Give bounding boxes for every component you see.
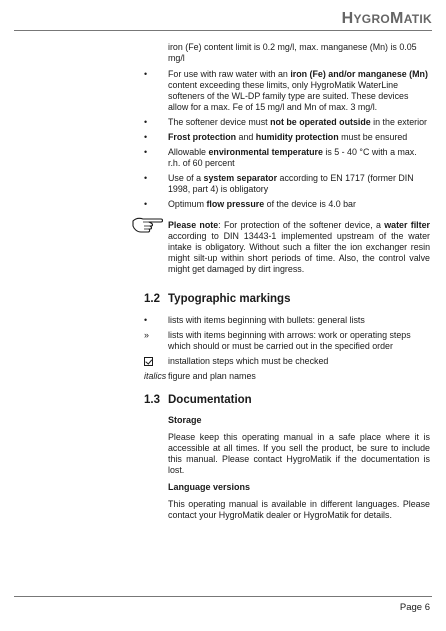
- emphasis-text: humidity protection: [255, 132, 339, 142]
- requirements-list: [168, 69, 430, 210]
- text-run: and: [236, 132, 256, 142]
- emphasis-text: flow pressure: [206, 199, 265, 209]
- text-run: in the exterior: [370, 117, 427, 127]
- text-run: For use with raw water with an: [168, 69, 291, 79]
- logo-part: YGRO: [353, 12, 391, 26]
- section-title: Typographic markings: [168, 293, 291, 305]
- intro-continuation: iron (Fe) content limit is 0.2 mg/l, max. manganese (Mn) is 0.05 mg/l: [168, 42, 417, 63]
- marking-symbol: italics: [144, 371, 167, 381]
- language-text: This operating manual is available in different languages. Please contact your HygroMatik dealer or HygroMatik for details.: [168, 499, 430, 520]
- pointing-hand-icon: [132, 216, 164, 234]
- storage-text: Please keep this operating manual in a safe place where it is accessible at all times. If you sell the product, be sure to include this manual. Please contact HygroMatik if the documentation is lost.: [168, 432, 430, 475]
- list-item: [168, 173, 430, 195]
- text-run: of the device is 4.0 bar: [264, 199, 356, 209]
- hygromatik-logo: [342, 10, 432, 28]
- list-item: [168, 199, 430, 210]
- section-title: Documentation: [168, 394, 252, 406]
- checked-box-icon: [144, 357, 153, 366]
- section-heading-typographic: [144, 292, 430, 306]
- list-item: [168, 69, 430, 113]
- section-number: 1.3: [144, 394, 160, 406]
- section-number: 1.2: [144, 293, 160, 305]
- checkbox-icon: [144, 356, 166, 368]
- language-heading: Language versions: [168, 482, 251, 492]
- text-run: : For protection of the softener device, a: [218, 220, 385, 230]
- emphasis-text: not be operated outside: [270, 117, 371, 127]
- emphasis-text: system separator: [203, 173, 278, 183]
- section-heading-documentation: [144, 393, 430, 407]
- marking-item: [144, 330, 430, 352]
- note-block: [168, 220, 430, 275]
- list-item: [168, 132, 430, 143]
- storage-heading: Storage: [168, 415, 202, 425]
- marking-item: [144, 371, 430, 382]
- emphasis-text: iron (Fe) and/or manganese (Mn): [290, 69, 428, 79]
- text-run: according to DIN 13443-1 implemented upstream of the water intake is obligatory. Without such a filter the ion exchanger resin might silt-up within short periods of time. Also, the control valve might get damaged by dirt ingress.: [168, 231, 430, 274]
- emphasis-text: Frost protection: [168, 132, 237, 142]
- marking-symbol: »: [144, 330, 149, 340]
- marking-description: figure and plan names: [168, 371, 256, 381]
- emphasis-text: environmental temperature: [208, 147, 323, 157]
- emphasis-text: Please note: [168, 220, 219, 230]
- logo-part: H: [341, 10, 354, 27]
- list-item: [168, 117, 430, 128]
- marking-item: [144, 315, 430, 326]
- marking-item: [168, 356, 430, 367]
- page-number: Page 6: [399, 602, 430, 613]
- marking-description: installation steps which must be checked: [168, 356, 329, 366]
- page-content: [144, 42, 430, 527]
- text-run: Optimum: [168, 199, 207, 209]
- logo-part: ATIK: [403, 12, 432, 26]
- header-rule: [14, 30, 432, 31]
- text-run: Allowable: [168, 147, 209, 157]
- text-run: must be ensured: [338, 132, 408, 142]
- logo-part: M: [390, 10, 404, 27]
- note-text: [168, 220, 430, 275]
- markings-list: [144, 315, 430, 382]
- text-run: according to EN 1717 (former DIN 1998, part 4) is obligatory: [168, 173, 414, 194]
- marking-description: lists with items beginning with bullets: general lists: [168, 315, 365, 325]
- footer-rule: [14, 596, 432, 597]
- list-item: [168, 147, 430, 169]
- emphasis-text: water filter: [384, 220, 430, 230]
- marking-description: lists with items beginning with arrows: work or operating steps which should or must be carried out in the specified order: [168, 330, 411, 351]
- text-run: is 5 - 40 °C with a max. r.h. of 60 percent: [168, 147, 417, 168]
- text-run: Use of a: [168, 173, 204, 183]
- marking-symbol: •: [144, 315, 148, 325]
- text-run: The softener device must: [168, 117, 271, 127]
- text-run: content exceeding these limits, only HygroMatik WaterLine softeners of the WL-DP family type are suited. These devices allow for a max. Fe of 15 mg/l and Mn of max. 3 mg/l.: [168, 80, 409, 112]
